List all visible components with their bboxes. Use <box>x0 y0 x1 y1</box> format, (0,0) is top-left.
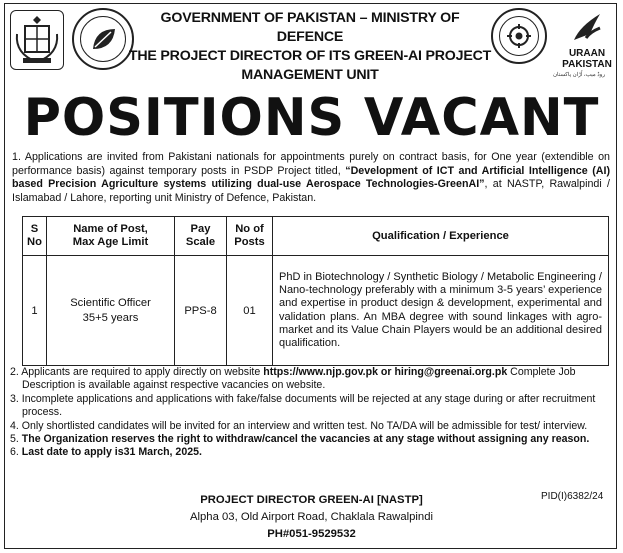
ncst-seal-icon <box>491 8 547 64</box>
header-no-of-posts: No of Posts <box>227 217 273 256</box>
footer-address: Alpha 03, Old Airport Road, Chaklala Rawalpindi <box>189 511 434 523</box>
pid-number: PID(I)6382/24 <box>541 491 604 502</box>
cell-sno: 1 <box>23 256 47 366</box>
header-line-1: GOVERNMENT OF PAKISTAN – MINISTRY OF DEFENCE <box>160 10 460 45</box>
positions-table <box>22 216 609 366</box>
contact-footer <box>0 492 623 543</box>
seal-gear-icon <box>505 22 533 50</box>
uraan-pakistan-logo <box>552 48 622 70</box>
cell-pay-scale: PPS-8 <box>175 256 227 366</box>
header-pay-scale: Pay Scale <box>175 217 227 256</box>
cell-post <box>47 256 175 366</box>
leaf-icon <box>87 23 119 55</box>
table-row <box>23 256 609 366</box>
uraan-word: URAAN <box>568 48 606 59</box>
footer-office: PROJECT DIRECTOR GREEN-AI [NASTP] <box>200 494 423 506</box>
instructions-list <box>10 366 612 460</box>
post-age-limit: 35+5 years <box>82 311 139 324</box>
list-item: 4. Only shortlisted candidates will be invited for an interview and written test. No TA/DA will be admissible for test/ interview. <box>10 419 588 432</box>
list-item: 2. Applicants are required to apply directly on website https://www.njp.gov.pk or hiring@greenai.org.pk Complete Job Description is available against respective vacancies on website. <box>10 366 576 392</box>
uraan-bird-icon <box>568 10 608 46</box>
pakistan-word: PAKISTAN <box>562 59 612 70</box>
list-item: 5. The Organization reserves the right to withdraw/cancel the vacancies at any stage without assigning any reason. <box>10 433 590 446</box>
emblem-shield-icon <box>13 14 61 66</box>
page-title: POSITIONS VACANT <box>23 88 600 148</box>
pakistan-emblem-icon <box>10 10 64 70</box>
list-item: 3. Incomplete applications and applications with fake/false documents will be rejected at any stage during or after recruitment process. <box>10 392 596 419</box>
intro-location: , at NASTP, Rawalpindi / Islamabad / Lahore, reporting unit Ministry of Defence, Pakistan. <box>12 178 610 204</box>
cell-qualification: PhD in Biotechnology / Synthetic Biology / Metabolic Engineering / Nano-technology preferably with a minimum 3-5 years’ experience and expertise in product design & development, experimental and validation plans. An MBA degree with sound linkages with agro-market and its Value Chain Players would be an additional desired qualification. <box>273 256 609 366</box>
footer-phone: PH#051-9529532 <box>267 528 356 540</box>
header-line-2: THE PROJECT DIRECTOR OF ITS GREEN-AI PROJECT <box>128 48 492 64</box>
header-post: Name of Post, Max Age Limit <box>47 217 175 256</box>
apply-website-link[interactable]: https://www.njp.gov.pk or hiring@greenai.org.pk <box>263 366 508 378</box>
issuing-authority <box>128 9 492 85</box>
uraan-tagline: روڈ میپ، اُڑان پاکستان <box>553 72 605 78</box>
table-header-row <box>23 217 609 256</box>
post-name: Scientific Officer <box>70 296 151 309</box>
green-ai-logo-icon <box>72 8 134 70</box>
header-qualification: Qualification / Experience <box>273 217 609 256</box>
intro-paragraph <box>12 151 610 205</box>
list-item: 6. Last date to apply is31 March, 2025. <box>10 446 202 459</box>
cell-no-of-posts: 01 <box>227 256 273 366</box>
project-title: “Development of ICT and Artificial Intelligence (AI) based Precision Agriculture systems utilizing dual-use Aerospace Technologies-GreenAI” <box>12 164 610 191</box>
header-sno: S No <box>23 217 47 256</box>
header-line-3: MANAGEMENT UNIT <box>241 67 379 83</box>
intro-text: 1. Applications are invited from Pakistani nationals for appointments purely on contract basis, for One year (extendible on performance basis) against temporary posts in PSDP Project titled, <box>12 151 610 177</box>
